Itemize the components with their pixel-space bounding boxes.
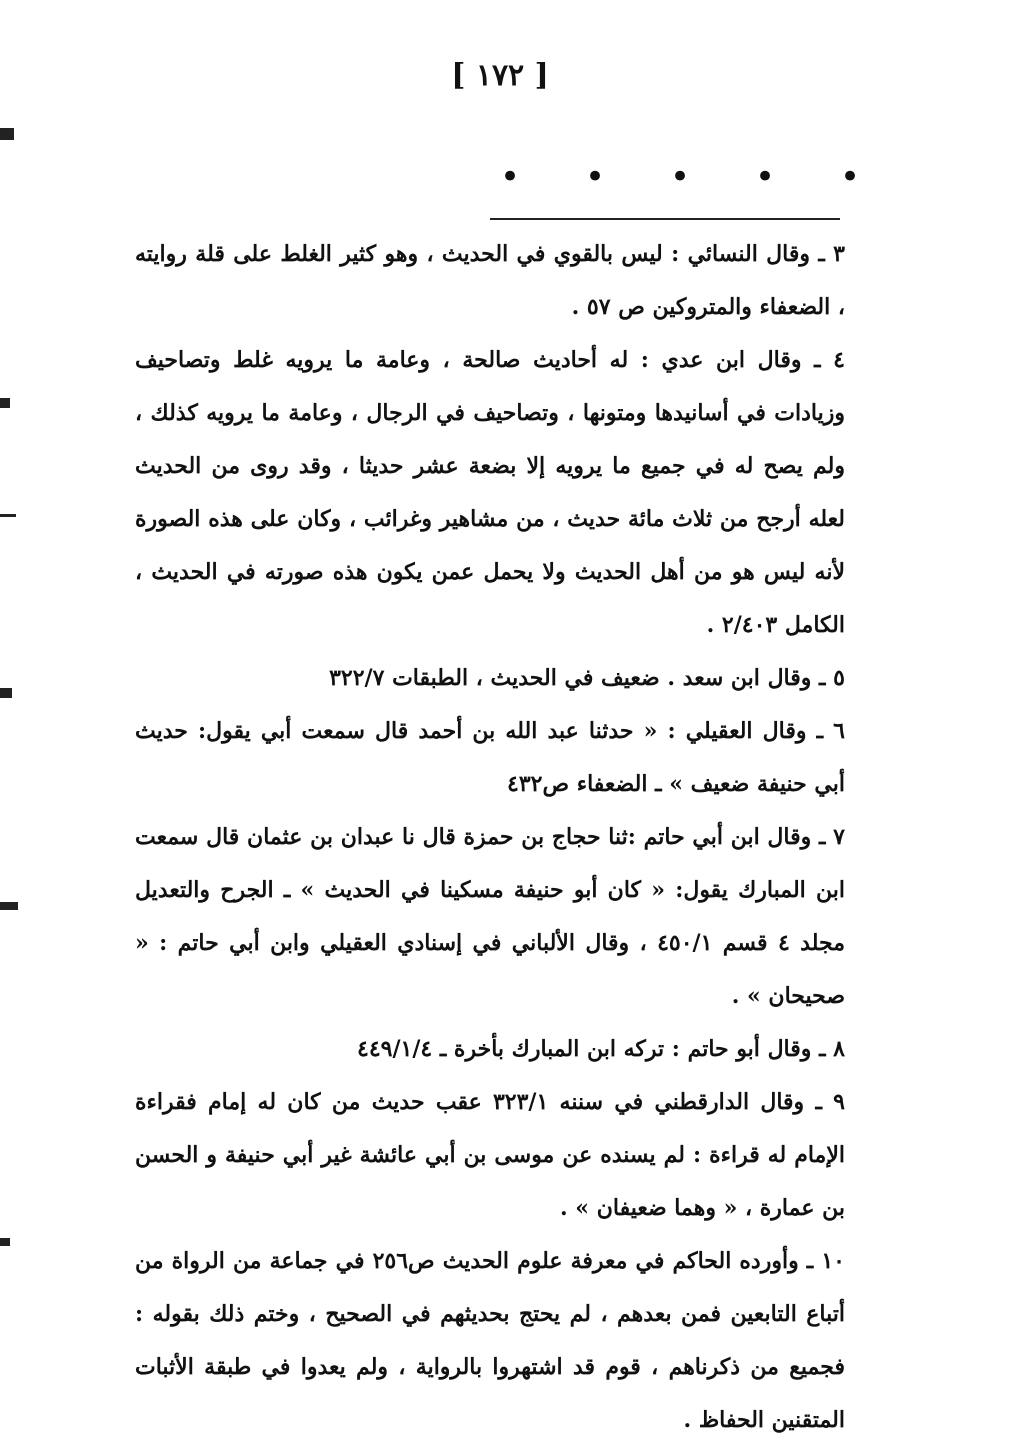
separator-dot: •	[584, 157, 606, 197]
scan-edge-mark	[0, 128, 14, 140]
separator-dot: •	[669, 157, 691, 197]
scan-edge-mark	[0, 688, 12, 698]
scan-edge-mark	[0, 902, 18, 910]
scan-edge-mark	[0, 398, 10, 408]
separator-dots	[500, 157, 860, 197]
scan-edge-mark	[0, 514, 16, 517]
footnotes	[135, 228, 845, 1447]
footnote-4: ٤ ـ وقال ابن عدي : له أحاديث صالحة ، وعامة ما يرويه غلط وتصاحيف وزيادات في أسانيدها ومتونها ، وتصاحيف في الرجال ، وعامة ما يرويه كذلك ، ولم يصح له في جميع ما يرويه إلا بضعة عشر حديثا ، وقد روى من الحديث لعله أرجح من ثلاث مائة حديث ، من مشاهير وغرائب ، وكان على هذه الصورة لأنه ليس هو من أهل الحديث ولا يحمل عمن يكون هذه صورته في الحديث ، الكامل ٢/٤٠٣ .	[135, 347, 845, 638]
page-number: [ ١٧٢ ]	[451, 58, 549, 93]
separator-dot: •	[754, 157, 776, 197]
footnote-8: ٨ ـ وقال أبو حاتم : تركه ابن المبارك بأخرة ـ ٤٤٩/١/٤	[357, 1036, 845, 1062]
footnote-7: ٧ ـ وقال ابن أبي حاتم :ثنا حجاج بن حمزة قال نا عبدان بن عثمان قال سمعت ابن المبارك يقول: « كان أبو حنيفة مسكينا في الحديث » ـ الجرح والتعديل مجلد ٤ قسم ٤٥٠/١ ، وقال الألباني في إسنادي العقيلي وابن أبي حاتم : « صحيحان » .	[135, 824, 845, 1009]
footnote-3: ٣ ـ وقال النسائي : ليس بالقوي في الحديث ، وهو كثير الغلط على قلة روايته ، الضعفاء والمتروكين ص ٥٧ .	[135, 241, 845, 320]
separator-dot: •	[839, 157, 860, 197]
footnote-9: ٩ ـ وقال الدارقطني في سننه ٣٢٣/١ عقب حديث من كان له إمام فقراءة الإمام له قراءة : لم يسنده عن موسى بن أبي عائشة غير أبي حنيفة و الحسن بن عمارة ، « وهما ضعيفان » .	[135, 1089, 845, 1221]
footnote-10: ١٠ ـ وأورده الحاكم في معرفة علوم الحديث ص٢٥٦ في جماعة من الرواة من أتباع التابعين فمن بعدهم ، لم يحتج بحديثهم في الصحيح ، وختم ذلك بقوله : فجميع من ذكرناهم ، قوم قد اشتهروا بالرواية ، ولم يعدوا في طبقة الأثبات المتقنين الحفاظ .	[135, 1248, 845, 1433]
footnote-5: ٥ ـ وقال ابن سعد . ضعيف في الحديث ، الطبقات ٣٢٢/٧	[329, 665, 845, 691]
separator-dot: •	[500, 157, 521, 197]
footnote-rule	[490, 218, 840, 220]
footnote-6: ٦ ـ وقال العقيلي : « حدثنا عبد الله بن أحمد قال سمعت أبي يقول: حديث أبي حنيفة ضعيف » ـ الضعفاء ص٤٣٢	[135, 718, 845, 797]
scan-edge-mark	[0, 1238, 10, 1246]
